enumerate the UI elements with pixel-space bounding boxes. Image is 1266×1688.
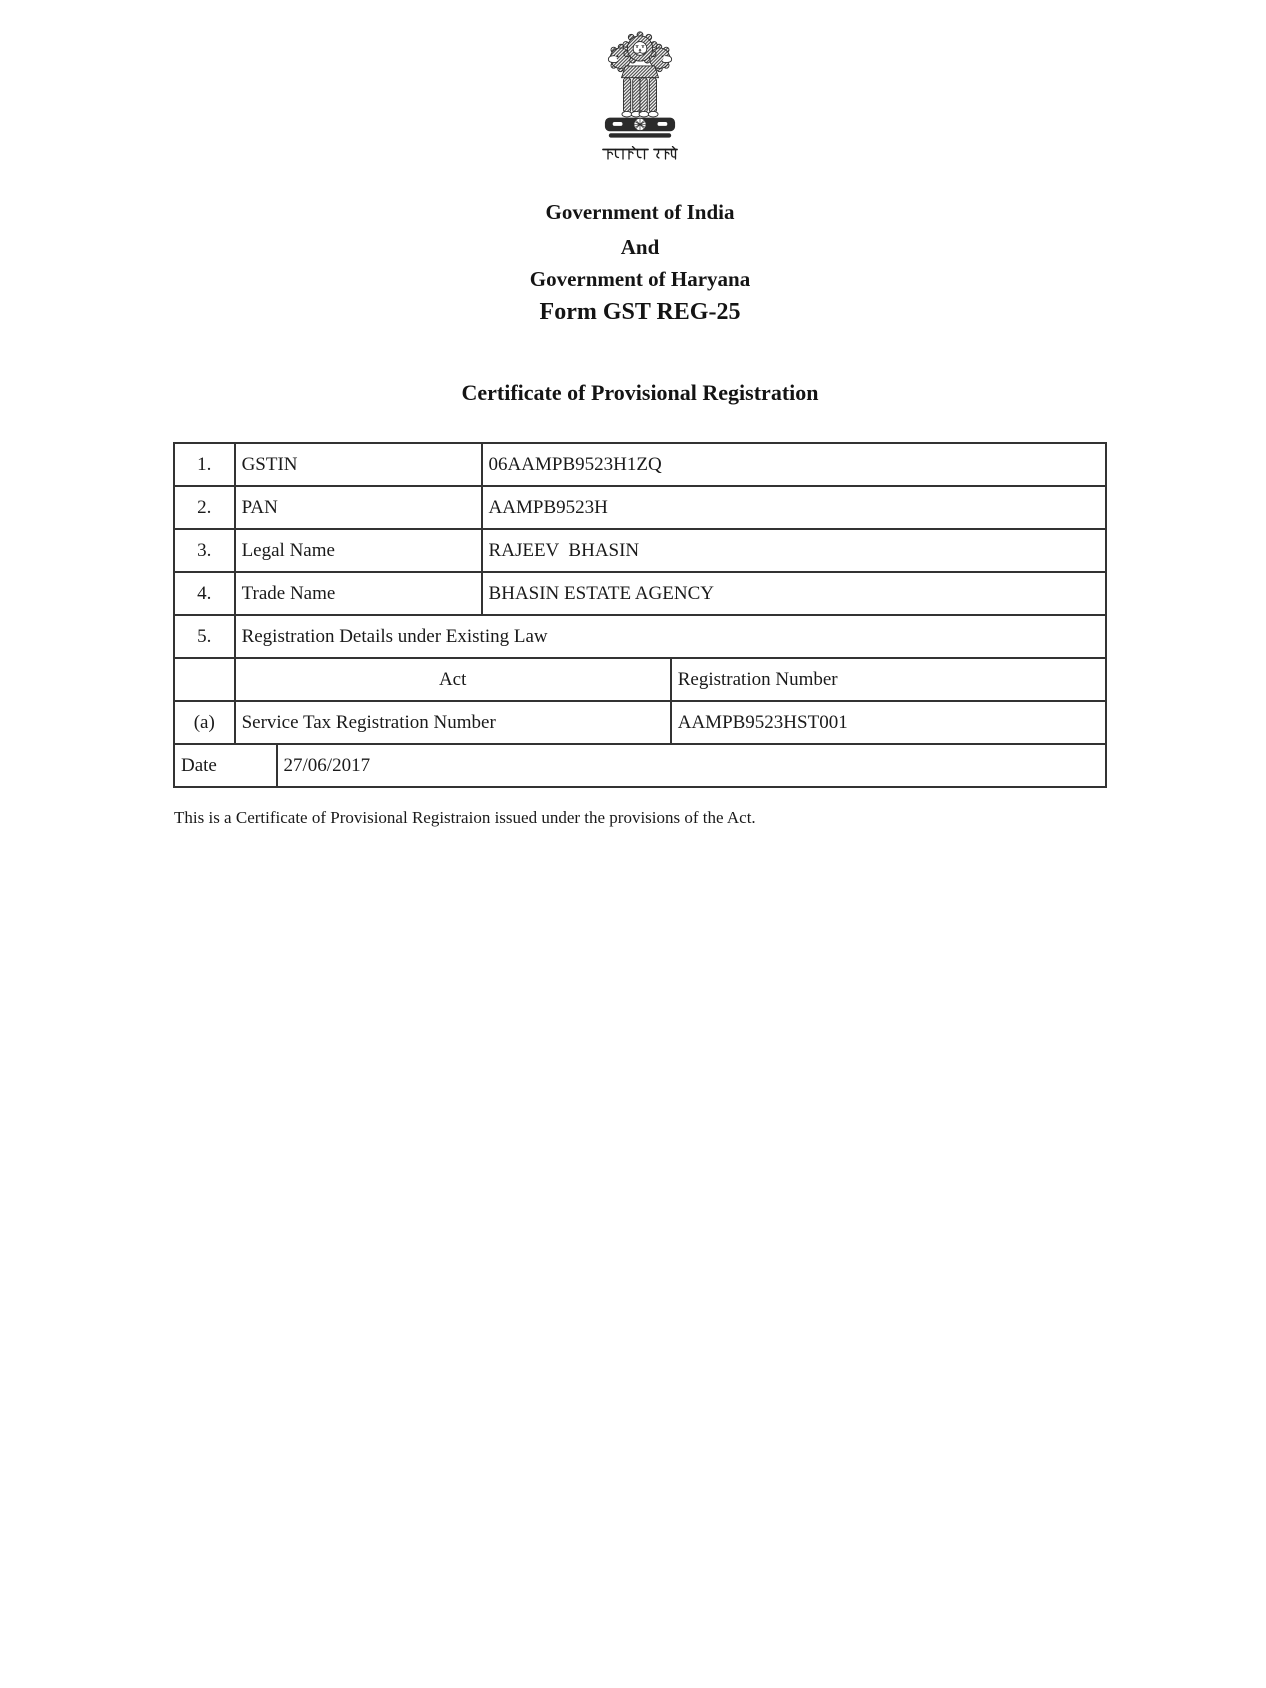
table-row-pan — [174, 486, 1106, 529]
trade-name-value: BHASIN ESTATE AGENCY — [482, 572, 1106, 615]
gstin-value: 06AAMPB9523H1ZQ — [482, 443, 1106, 486]
date-value: 27/06/2017 — [277, 744, 1106, 787]
certificate-title: Certificate of Provisional Registration — [461, 380, 819, 405]
emblem-of-india-icon — [601, 27, 679, 142]
header-form-gst-reg-25: Form GST REG-25 — [539, 299, 741, 325]
service-tax-sno: (a) — [174, 701, 235, 744]
gstin-sno: 1. — [174, 443, 235, 486]
table-row-service-tax — [174, 701, 1106, 744]
registration-number-header: Registration Number — [671, 658, 1106, 701]
trade-name-label: Trade Name — [235, 572, 482, 615]
header-government-of-india: Government of India — [545, 200, 735, 224]
section-label: Registration Details under Existing Law — [235, 615, 1106, 658]
section-sno: 5. — [174, 615, 235, 658]
header-and: And — [620, 235, 660, 259]
satyameva-jayate-motto — [601, 146, 679, 163]
table-row-act-header — [174, 658, 1106, 701]
pan-label: PAN — [235, 486, 482, 529]
act-header-sno-empty — [174, 658, 235, 701]
table-row-date — [174, 744, 1106, 787]
pan-sno: 2. — [174, 486, 235, 529]
gstin-label: GSTIN — [235, 443, 482, 486]
table-row-legal-name — [174, 529, 1106, 572]
act-header-label: Act — [235, 658, 671, 701]
trade-name-sno: 4. — [174, 572, 235, 615]
certificate-note: This is a Certificate of Provisional Registraion issued under the provisions of the Act. — [174, 808, 756, 827]
header-government-of-haryana: Government of Haryana — [529, 267, 751, 291]
date-label: Date — [174, 744, 277, 787]
service-tax-label: Service Tax Registration Number — [235, 701, 671, 744]
legal-name-label: Legal Name — [235, 529, 482, 572]
table-row-registration-details-section — [174, 615, 1106, 658]
table-row-trade-name — [174, 572, 1106, 615]
table-row-gstin — [174, 443, 1106, 486]
legal-name-value: RAJEEV BHASIN — [482, 529, 1106, 572]
legal-name-sno: 3. — [174, 529, 235, 572]
service-tax-registration-number: AAMPB9523HST001 — [671, 701, 1106, 744]
registration-table — [173, 442, 1107, 788]
pan-value: AAMPB9523H — [482, 486, 1106, 529]
